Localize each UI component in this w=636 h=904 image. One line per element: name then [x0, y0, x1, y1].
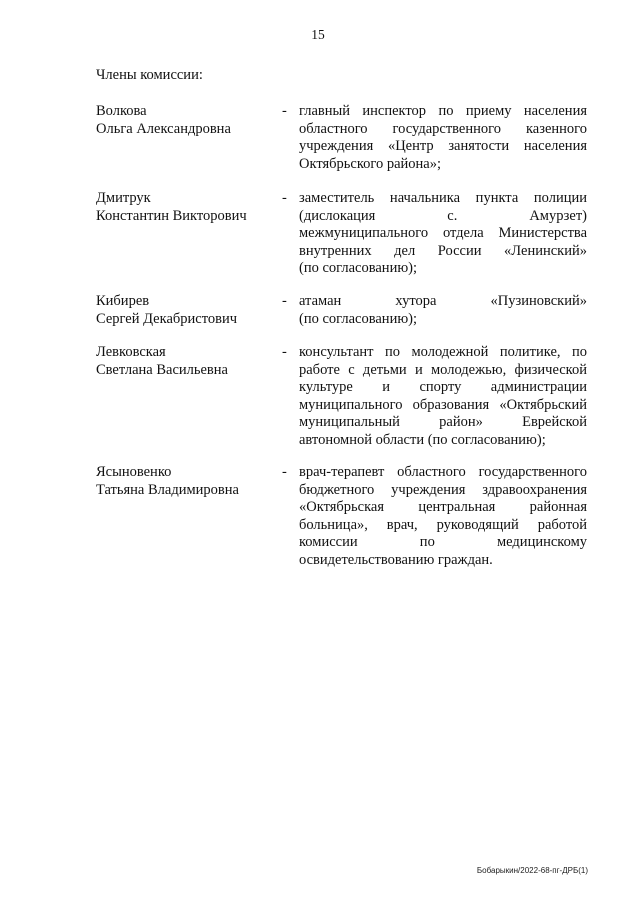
- member-name: [96, 190, 286, 225]
- member-surname: Кибирев: [96, 293, 150, 309]
- member-name: [96, 464, 286, 499]
- member-role: [299, 190, 587, 278]
- separator-dash: -: [282, 344, 287, 360]
- separator-dash: -: [282, 293, 287, 309]
- role-line: муниципального образования «Октябрьский: [299, 396, 587, 413]
- document-footer-code: Бобарыкин/2022-68-пг-ДРБ(1): [476, 866, 588, 875]
- role-line: «Октябрьская центральная районная: [299, 499, 587, 515]
- role-line: культуре и спорту администрации: [299, 379, 587, 395]
- member-name: [96, 293, 286, 328]
- member-name: [96, 103, 286, 138]
- role-line: межмуниципального отдела Министерства: [299, 225, 587, 241]
- member-role: [299, 464, 587, 569]
- role-line: внутренних дел России «Ленинский»: [299, 242, 587, 259]
- member-surname: Волкова: [96, 103, 147, 119]
- member-role: [299, 103, 587, 173]
- member-given-names: Константин Викторович: [96, 207, 247, 224]
- role-line: работе с детьми и молодежью, физической: [299, 361, 587, 378]
- member-name: [96, 344, 286, 379]
- member-role: [299, 344, 587, 449]
- separator-dash: -: [282, 190, 287, 206]
- member-given-names: Сергей Декабристович: [96, 310, 237, 327]
- role-line: автономной области (по согласованию);: [299, 431, 546, 448]
- role-line: учреждения «Центр занятости населения: [299, 138, 587, 154]
- role-line: комиссии по медицинскому: [299, 534, 587, 550]
- role-line: врач-терапевт областного государственного: [299, 464, 587, 480]
- role-line: (по согласованию);: [299, 260, 418, 276]
- section-heading: Члены комиссии:: [96, 67, 203, 83]
- role-line: областного государственного казенного: [299, 120, 587, 137]
- member-surname: Ясыновенко: [96, 464, 172, 480]
- member-given-names: Светлана Васильевна: [96, 361, 228, 378]
- role-line: консультант по молодежной политике, по: [299, 344, 587, 360]
- role-line: муниципальный район» Еврейской: [299, 414, 587, 430]
- member-surname: Дмитрук: [96, 190, 151, 206]
- role-line: (по согласованию);: [299, 310, 418, 327]
- role-line: главный инспектор по приему населения: [299, 103, 587, 119]
- role-line: Октябрьского района»;: [299, 155, 442, 172]
- role-line: атаман хутора «Пузиновский»: [299, 293, 587, 309]
- role-line: бюджетного учреждения здравоохранения: [299, 481, 587, 498]
- member-given-names: Татьяна Владимировна: [96, 481, 239, 498]
- member-given-names: Ольга Александровна: [96, 120, 231, 137]
- role-line: (дислокация с. Амурзет): [299, 207, 587, 224]
- member-role: [299, 293, 587, 328]
- member-surname: Левковская: [96, 344, 166, 360]
- separator-dash: -: [282, 464, 287, 480]
- role-line: освидетельствованию граждан.: [299, 551, 493, 568]
- page-number: 15: [311, 27, 325, 42]
- role-line: больница», врач, руководящий работой: [299, 516, 587, 533]
- role-line: заместитель начальника пункта полиции: [299, 190, 587, 206]
- separator-dash: -: [282, 103, 287, 119]
